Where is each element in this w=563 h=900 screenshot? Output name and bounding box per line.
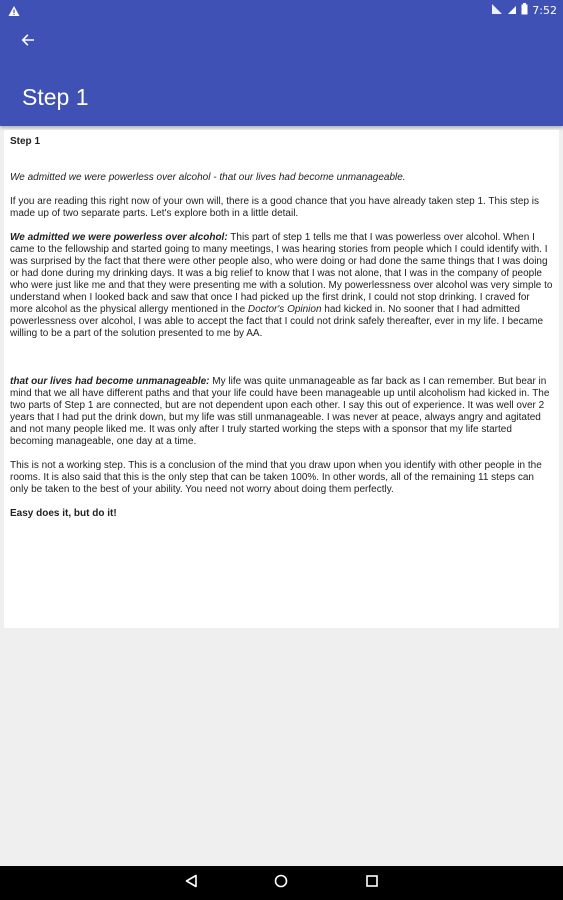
status-icons [491,3,557,17]
back-button[interactable] [14,28,42,56]
wifi-icon [491,3,503,18]
nav-home-icon [274,874,288,893]
unmanageable-text: My life was quite unmanageable as far back as I can remember. But bear in mind that we all have different paths and that your life could have been manageable up until alcoholism had kicked in. The two parts of Step 1 are connected, but are not dependent upon each other. I say this out of experience. It was well over 2 years that I had put the drink down, but my life was still unmanageable. I was never at peace, always angry and agitated and not many people liked me. It was only after I truly started working the steps with a sponsor that my life started becoming manageable, one day at a time. [10,376,550,447]
nav-back-icon [184,874,198,893]
app-bar [0,20,563,126]
nav-back-button[interactable] [183,875,199,891]
unmanageable-lead: that our lives had become unmanageable: [10,376,210,387]
navigation-bar [0,866,563,900]
conclusion-paragraph: This is not a working step. This is a conclusion of the mind that you draw upon when you identify with other people in the rooms. It is also said that this is the only step that can be taken 100%. In other words, all of the remaining 11 steps can only be taken to the best of your ability. You need not worry about doing them perfectly. [10,460,542,495]
nav-recents-button[interactable] [364,875,380,891]
nav-home-button[interactable] [273,875,289,891]
powerless-lead: We admitted we were powerless over alcohol: [10,232,228,243]
signal-icon [507,3,517,18]
arrow-back-icon [20,32,36,53]
doctors-opinion-text: Doctor's Opinion [247,304,322,315]
powerless-text-b: had kicked in. No sooner that I had admitted powerlessness over alcohol, I was able to accept the fact that I could not drink safely thereafter, ever in my life. I became willing to be a part of the solution presented to me by AA. [10,304,544,339]
unmanageable-paragraph [10,376,553,448]
content-card [4,130,559,628]
powerless-paragraph [10,232,553,340]
step-statement: We admitted we were powerless over alcohol - that our lives had become unmanageable. [10,172,406,183]
closing-line: Easy does it, but do it! [10,508,117,519]
battery-icon [521,3,528,18]
nav-recents-icon [365,874,379,893]
powerless-text-a: This part of step 1 tells me that I was powerless over alcohol. When I came to the fellowship and started going to many meetings, I was hearing stories from people which I could identify with. I was surprised by the fact that there were other people also, who were doing or had done the same things that I was doing or had done during my drinking days. It was a big relief to know that I was not alone, that I was in the company of people who were just like me and that they were presenting me with a solution. My powerlessness over alcohol was very simple to understand when I looked back and saw that once I had picked up the first drink, I could not stop drinking. I craved for more alcohol as the physical allergy mentioned in the [10,232,553,315]
status-bar [0,0,563,20]
page-title: Step 1 [22,84,89,110]
content-heading: Step 1 [10,136,41,147]
paragraph-spacer [10,352,553,376]
status-time: 7:52 [532,3,557,17]
intro-paragraph: If you are reading this right now of your own will, there is a good chance that you have already taken step 1. This step is made up of two separate parts. Let's explore both in a little detail. [10,196,540,219]
warning-icon [8,4,20,16]
